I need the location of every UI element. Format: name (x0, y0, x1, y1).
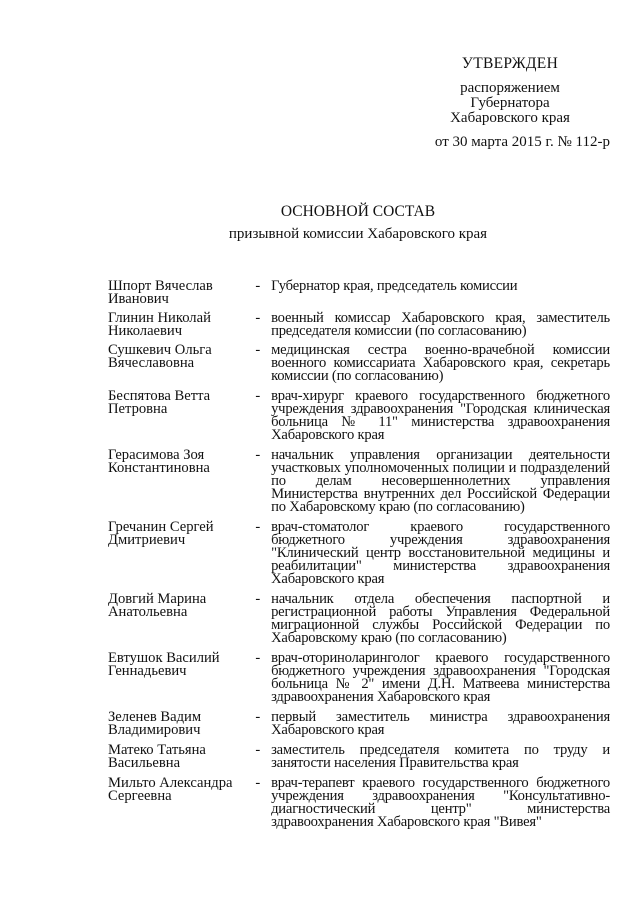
approved-heading: УТВЕРЖДЕН (461, 55, 559, 72)
approval-line-2: Губернатора (470, 95, 550, 111)
member-name: Беспятова Ветта Петровна (108, 388, 211, 417)
member-name: Шпорт Вячеслав Иванович (108, 278, 213, 307)
member-dash: - (255, 591, 261, 607)
member-role: врач-хирург краевого государственного бюджетного учреждения здравоохранения "Городская клиническая больница № 11" министерства здравоохранения Хабаровского края (271, 388, 610, 443)
member-row (108, 449, 610, 521)
member-dash: - (255, 742, 261, 758)
member-row (108, 280, 610, 312)
member-role: начальник управления организации деятельности участковых уполномоченных полиции и подразделений по делам несовершеннолетних управления Министерства внутренних дел Российской Федерации по Хабаровскому краю (по согласованию) (271, 447, 610, 515)
member-name: Зеленев Вадим Владимирович (108, 709, 202, 738)
member-role: врач-терапевт краевого государственного бюджетного учреждения здравоохранения "Консультативно-диагностический центр" министерства здравоохранения Хабаровского края "Вивея" (271, 775, 610, 830)
member-name: Матеко Татьяна Васильевна (108, 742, 206, 771)
member-name: Гречанин Сергей Дмитриевич (108, 519, 214, 548)
member-row (108, 312, 610, 344)
member-role: военный комиссар Хабаровского края, заместитель председателя комиссии (по согласованию) (271, 310, 610, 339)
members-list (108, 280, 610, 837)
approval-line-1: распоряжением (460, 80, 560, 96)
member-dash: - (255, 278, 261, 294)
member-row (108, 777, 610, 837)
member-role: первый заместитель министра здравоохранения Хабаровского края (271, 709, 610, 738)
member-role: медицинская сестра военно-врачебной комиссии военного комиссариата Хабаровского края, секретарь комиссии (по согласованию) (271, 342, 610, 384)
member-role: заместитель председателя комитета по труду и занятости населения Правительства края (271, 742, 610, 771)
member-row (108, 711, 610, 744)
member-row (108, 390, 610, 449)
approval-line-3: Хабаровского края (450, 110, 570, 126)
member-dash: - (255, 342, 261, 358)
member-dash: - (255, 709, 261, 725)
member-role: врач-оториноларинголог краевого государственного бюджетного учреждения здравоохранения "Городская больница № 2" имени Д.Н. Матвеева министерства здравоохранения Хабаровского края (271, 650, 610, 705)
document-subtitle: призывной комиссии Хабаровского края (228, 226, 488, 242)
member-role: врач-стоматолог краевого государственного бюджетного учреждения здравоохранения "Клинический центр восстановительной медицины и реабилитации" министерства здравоохранения Хабаровского края (271, 519, 610, 587)
member-row (108, 344, 610, 390)
member-row (108, 521, 610, 593)
member-name: Мильто Александра Сергеевна (108, 775, 233, 804)
member-name: Евтушок Василий Геннадьевич (108, 650, 220, 679)
member-role: начальник отдела обеспечения паспортной и регистрационной работы Управления Федеральной миграционной службы Российской Федерации по Хабаровскому краю (по согласованию) (271, 591, 610, 646)
member-dash: - (255, 310, 261, 326)
member-dash: - (255, 775, 261, 791)
member-dash: - (255, 447, 261, 463)
member-name: Глинин Николай Николаевич (108, 310, 211, 339)
member-name: Герасимова Зоя Константиновна (108, 447, 210, 476)
approval-block (410, 56, 610, 150)
member-name: Сушкевич Ольга Вячеславовна (108, 342, 212, 371)
member-dash: - (255, 388, 261, 404)
member-row (108, 744, 610, 777)
member-dash: - (255, 519, 261, 535)
member-name: Довгий Марина Анатольевна (108, 591, 207, 620)
document-title: ОСНОВНОЙ СОСТАВ (280, 203, 436, 220)
member-row (108, 652, 610, 711)
approval-date: от 30 марта 2015 г. № 112-р (434, 134, 610, 150)
member-dash: - (255, 650, 261, 666)
member-role: Губернатор края, председатель комиссии (271, 278, 518, 294)
member-row (108, 593, 610, 652)
